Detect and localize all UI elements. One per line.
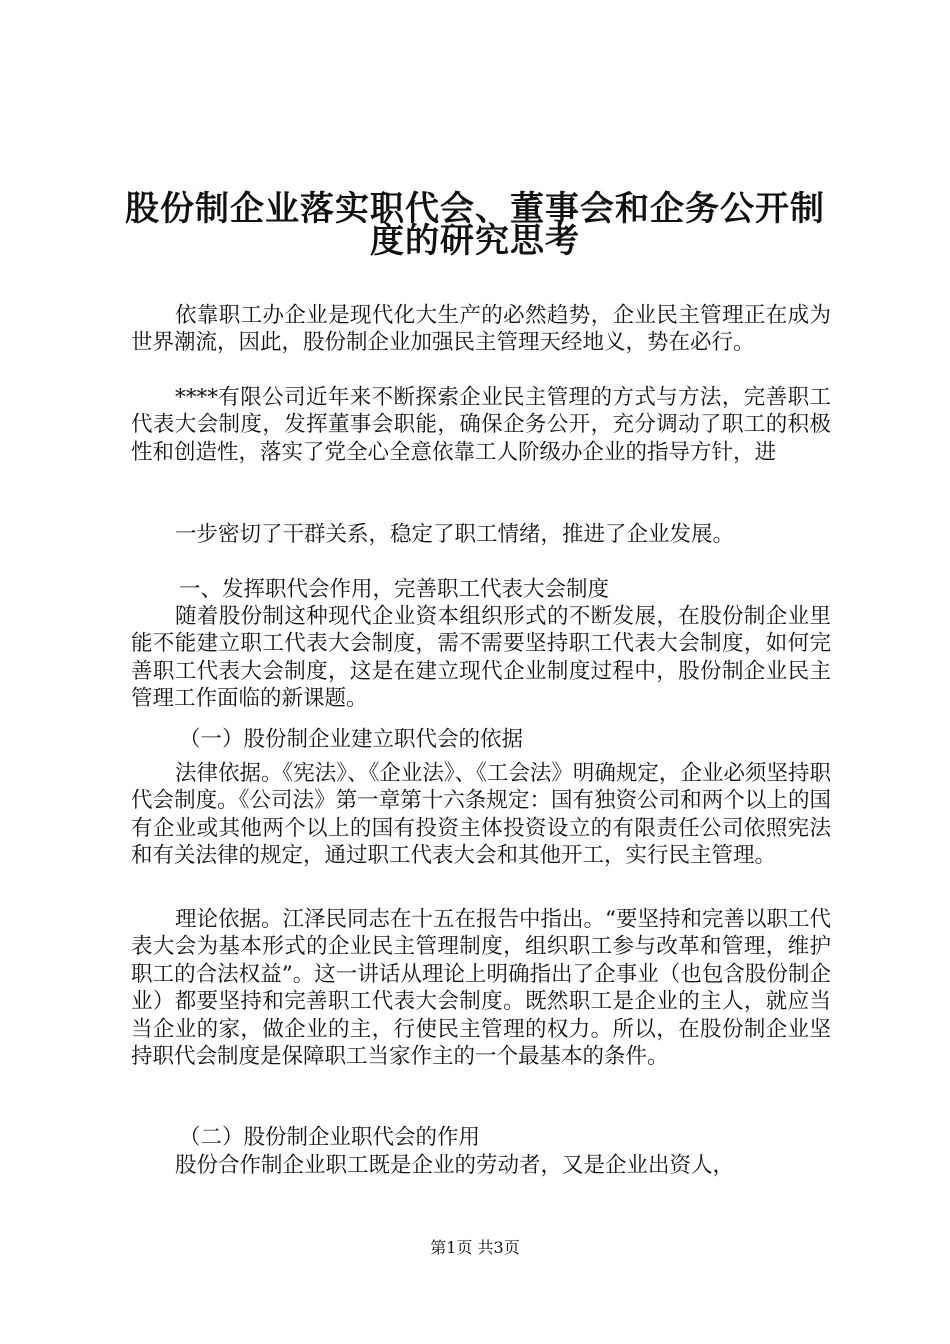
subsection-heading-2: （二）股份制企业职代会的作用 <box>179 1125 481 1150</box>
paragraph-continuation: 一步密切了干群关系，稳定了职工情绪，推进了企业发展。 <box>175 522 735 547</box>
section-heading-1: 一、发挥职代会作用，完善职工代表大会制度 <box>179 577 610 602</box>
paragraph-legal-basis: 法律依据。《宪法》、《企业法》、《工会法》明确规定，企业必须坚持职代会制度。《公司法》第一章第十六条规定：国有独资公司和两个以上的国有企业或其他两个以上的国有投资主体投资设立的有限责任公司依照宪法和有关法律的规定，通过职工代表大会和其他开工，实行民主管理。 <box>131 761 831 869</box>
paragraph-section-1: 随着股份制这种现代企业资本组织形式的不断发展，在股份制企业里能不能建立职工代表大会制度，需不需要坚持职工代表大会制度，如何完善职工代表大会制度，这是在建立现代企业制度过程中，股份制企业民主管理工作面临的新课题。 <box>131 604 831 712</box>
subsection-heading-1: （一）股份制企业建立职代会的依据 <box>179 727 524 752</box>
document-title-line-2: 度的研究思考 <box>370 221 580 261</box>
document-title-line-1: 股份制企业落实职代会、董事会和企务公开制 <box>125 189 825 229</box>
page-footer: 第1页 共3页 <box>430 1238 520 1257</box>
paragraph-intro: 依靠职工办企业是现代化大生产的必然趋势，企业民主管理正在成为世界潮流，因此，股份制企业加强民主管理天经地义，势在必行。 <box>131 303 831 356</box>
paragraph-company: ****有限公司近年来不断探索企业民主管理的方式与方法，完善职工代表大会制度，发挥董事会职能，确保企务公开，充分调动了职工的积极性和创造性，落实了党全心全意依靠工人阶级办企业的指导方针，进 <box>131 385 831 465</box>
paragraph-theory-basis: 理论依据。江泽民同志在十五在报告中指出。“要坚持和完善以职工代表大会为基本形式的企业民主管理制度，组织职工参与改革和管理，维护职工的合法权益”。这一讲话从理论上明确指出了企事业（也包含股份制企业）都要坚持和完善职工代表大会制度。既然职工是企业的主人，就应当当企业的家，做企业的主，行使民主管理的权力。所以，在股份制企业坚持职代会制度是保障职工当家作主的一个最基本的条件。 <box>131 907 831 1070</box>
paragraph-role: 股份合作制企业职工既是企业的劳动者，又是企业出资人， <box>175 1153 735 1178</box>
